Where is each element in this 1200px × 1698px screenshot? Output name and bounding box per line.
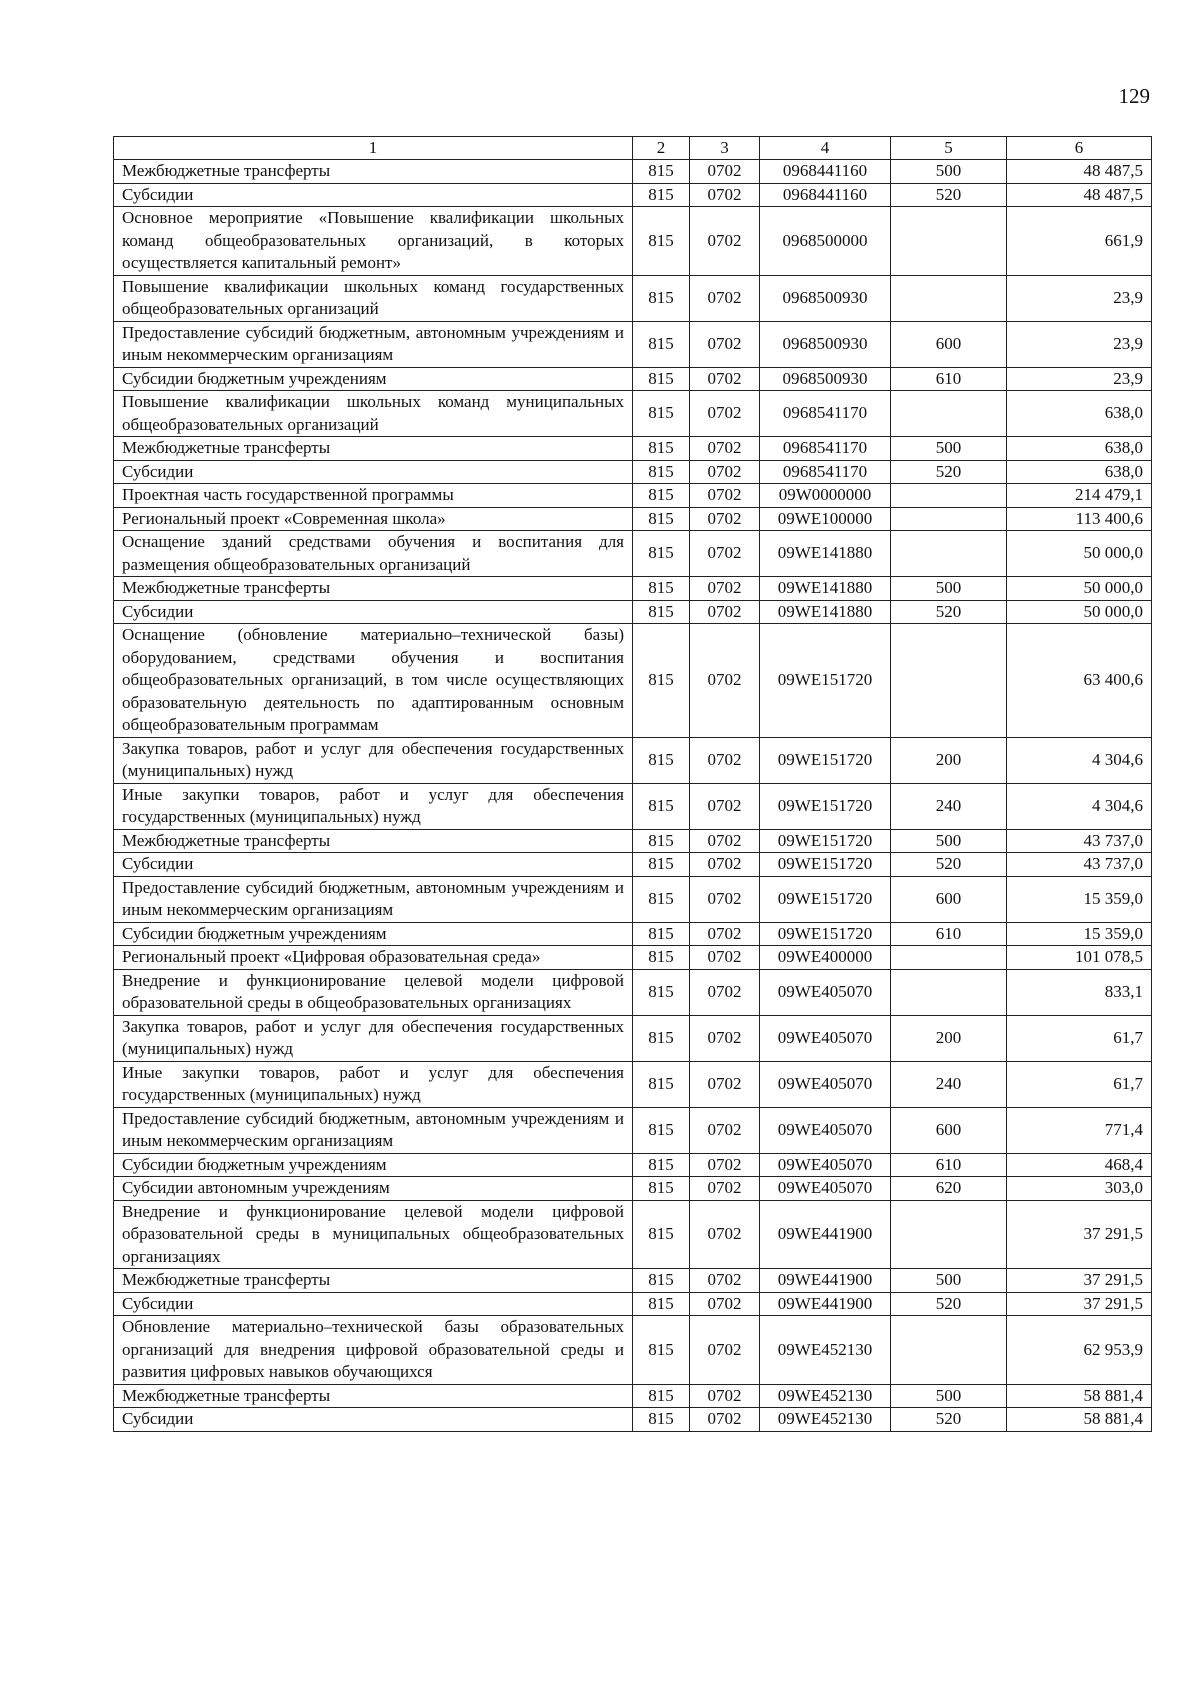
- admin-code-cell: 815: [633, 829, 690, 853]
- section-cell: 0702: [690, 577, 760, 601]
- expense-type-cell: [891, 1200, 1007, 1269]
- description-cell: Предоставление субсидий бюджетным, автономным учреждениям и иным некоммерческим организациям: [114, 876, 633, 922]
- section-cell: 0702: [690, 1015, 760, 1061]
- table-row: [114, 367, 1152, 391]
- amount-cell: 37 291,5: [1007, 1292, 1152, 1316]
- expense-type-cell: 240: [891, 1061, 1007, 1107]
- header-cell: 2: [633, 137, 690, 160]
- amount-cell: 48 487,5: [1007, 160, 1152, 184]
- section-cell: 0702: [690, 1292, 760, 1316]
- target-code-cell: 09WE405070: [760, 1153, 891, 1177]
- admin-code-cell: 815: [633, 783, 690, 829]
- table-row: [114, 1015, 1152, 1061]
- admin-code-cell: 815: [633, 1269, 690, 1293]
- admin-code-cell: 815: [633, 1316, 690, 1385]
- description-cell: Межбюджетные трансферты: [114, 160, 633, 184]
- section-cell: 0702: [690, 600, 760, 624]
- target-code-cell: 09WE400000: [760, 946, 891, 970]
- target-code-cell: 09WE452130: [760, 1408, 891, 1432]
- target-code-cell: 09WE441900: [760, 1292, 891, 1316]
- expense-type-cell: 600: [891, 1107, 1007, 1153]
- table-row: [114, 1153, 1152, 1177]
- amount-cell: 15 359,0: [1007, 876, 1152, 922]
- section-cell: 0702: [690, 1107, 760, 1153]
- amount-cell: 58 881,4: [1007, 1384, 1152, 1408]
- table-row: [114, 484, 1152, 508]
- expense-type-cell: 500: [891, 829, 1007, 853]
- amount-cell: 833,1: [1007, 969, 1152, 1015]
- description-cell: Закупка товаров, работ и услуг для обеспечения государственных (муниципальных) нужд: [114, 1015, 633, 1061]
- description-cell: Проектная часть государственной программы: [114, 484, 633, 508]
- amount-cell: 4 304,6: [1007, 783, 1152, 829]
- section-cell: 0702: [690, 853, 760, 877]
- admin-code-cell: 815: [633, 1153, 690, 1177]
- amount-cell: 303,0: [1007, 1177, 1152, 1201]
- description-cell: Региональный проект «Цифровая образовательная среда»: [114, 946, 633, 970]
- expense-type-cell: 520: [891, 460, 1007, 484]
- table-body: [114, 160, 1152, 1432]
- expense-type-cell: 520: [891, 183, 1007, 207]
- description-cell: Иные закупки товаров, работ и услуг для обеспечения государственных (муниципальных) нужд: [114, 1061, 633, 1107]
- target-code-cell: 09WE441900: [760, 1269, 891, 1293]
- target-code-cell: 09WE141880: [760, 531, 891, 577]
- description-cell: Межбюджетные трансферты: [114, 829, 633, 853]
- target-code-cell: 0968500930: [760, 275, 891, 321]
- expense-type-cell: [891, 391, 1007, 437]
- header-cell: 4: [760, 137, 891, 160]
- expense-type-cell: 500: [891, 1384, 1007, 1408]
- admin-code-cell: 815: [633, 531, 690, 577]
- section-cell: 0702: [690, 207, 760, 276]
- admin-code-cell: 815: [633, 207, 690, 276]
- table-row: [114, 1177, 1152, 1201]
- description-cell: Межбюджетные трансферты: [114, 1269, 633, 1293]
- admin-code-cell: 815: [633, 577, 690, 601]
- table-row: [114, 160, 1152, 184]
- amount-cell: 37 291,5: [1007, 1200, 1152, 1269]
- description-cell: Повышение квалификации школьных команд муниципальных общеобразовательных организаций: [114, 391, 633, 437]
- target-code-cell: 0968500000: [760, 207, 891, 276]
- table-row: [114, 1316, 1152, 1385]
- amount-cell: 43 737,0: [1007, 853, 1152, 877]
- table-row: [114, 1269, 1152, 1293]
- description-cell: Межбюджетные трансферты: [114, 1384, 633, 1408]
- target-code-cell: 09WE151720: [760, 853, 891, 877]
- admin-code-cell: 815: [633, 1408, 690, 1432]
- section-cell: 0702: [690, 922, 760, 946]
- admin-code-cell: 815: [633, 1384, 690, 1408]
- amount-cell: 638,0: [1007, 391, 1152, 437]
- expense-type-cell: [891, 507, 1007, 531]
- description-cell: Региональный проект «Современная школа»: [114, 507, 633, 531]
- target-code-cell: 0968500930: [760, 321, 891, 367]
- section-cell: 0702: [690, 829, 760, 853]
- description-cell: Межбюджетные трансферты: [114, 437, 633, 461]
- table-row: [114, 183, 1152, 207]
- table-row: [114, 391, 1152, 437]
- target-code-cell: 0968441160: [760, 183, 891, 207]
- admin-code-cell: 815: [633, 600, 690, 624]
- expense-type-cell: [891, 484, 1007, 508]
- target-code-cell: 09WE405070: [760, 1177, 891, 1201]
- expense-type-cell: 520: [891, 1292, 1007, 1316]
- amount-cell: 23,9: [1007, 321, 1152, 367]
- table-row: [114, 1384, 1152, 1408]
- description-cell: Субсидии бюджетным учреждениям: [114, 1153, 633, 1177]
- target-code-cell: 09WE151720: [760, 783, 891, 829]
- expense-type-cell: [891, 624, 1007, 738]
- target-code-cell: 0968541170: [760, 437, 891, 461]
- table-row: [114, 853, 1152, 877]
- section-cell: 0702: [690, 391, 760, 437]
- admin-code-cell: 815: [633, 1107, 690, 1153]
- admin-code-cell: 815: [633, 183, 690, 207]
- amount-cell: 4 304,6: [1007, 737, 1152, 783]
- description-cell: Субсидии автономным учреждениям: [114, 1177, 633, 1201]
- section-cell: 0702: [690, 1200, 760, 1269]
- description-cell: Субсидии: [114, 853, 633, 877]
- description-cell: Субсидии бюджетным учреждениям: [114, 922, 633, 946]
- description-cell: Межбюджетные трансферты: [114, 577, 633, 601]
- header-row: [114, 137, 1152, 160]
- description-cell: Субсидии: [114, 600, 633, 624]
- admin-code-cell: 815: [633, 624, 690, 738]
- amount-cell: 50 000,0: [1007, 531, 1152, 577]
- description-cell: Субсидии: [114, 183, 633, 207]
- section-cell: 0702: [690, 507, 760, 531]
- description-cell: Предоставление субсидий бюджетным, автономным учреждениям и иным некоммерческим организациям: [114, 1107, 633, 1153]
- section-cell: 0702: [690, 437, 760, 461]
- section-cell: 0702: [690, 321, 760, 367]
- section-cell: 0702: [690, 183, 760, 207]
- description-cell: Обновление материально–технической базы образовательных организаций для внедрения цифровой образовательной среды и развития цифровых навыков обучающихся: [114, 1316, 633, 1385]
- description-cell: Субсидии: [114, 460, 633, 484]
- admin-code-cell: 815: [633, 1200, 690, 1269]
- section-cell: 0702: [690, 737, 760, 783]
- admin-code-cell: 815: [633, 391, 690, 437]
- description-cell: Оснащение (обновление материально–технической базы) оборудованием, средствами обучения и воспитания общеобразовательных организаций, в том числе осуществляющих образовательную деятельность по адаптированным основным общеобразовательным программам: [114, 624, 633, 738]
- amount-cell: 638,0: [1007, 437, 1152, 461]
- description-cell: Предоставление субсидий бюджетным, автономным учреждениям и иным некоммерческим организациям: [114, 321, 633, 367]
- section-cell: 0702: [690, 275, 760, 321]
- admin-code-cell: 815: [633, 460, 690, 484]
- table-row: [114, 1292, 1152, 1316]
- target-code-cell: 0968500930: [760, 367, 891, 391]
- amount-cell: 48 487,5: [1007, 183, 1152, 207]
- amount-cell: 468,4: [1007, 1153, 1152, 1177]
- table-row: [114, 207, 1152, 276]
- section-cell: 0702: [690, 624, 760, 738]
- target-code-cell: 09WE452130: [760, 1316, 891, 1385]
- admin-code-cell: 815: [633, 367, 690, 391]
- table-row: [114, 829, 1152, 853]
- expense-type-cell: [891, 946, 1007, 970]
- expense-type-cell: [891, 207, 1007, 276]
- expense-type-cell: 620: [891, 1177, 1007, 1201]
- section-cell: 0702: [690, 1316, 760, 1385]
- section-cell: 0702: [690, 1061, 760, 1107]
- table-row: [114, 531, 1152, 577]
- table-row: [114, 969, 1152, 1015]
- expense-type-cell: [891, 531, 1007, 577]
- section-cell: 0702: [690, 1153, 760, 1177]
- table-row: [114, 624, 1152, 738]
- amount-cell: 113 400,6: [1007, 507, 1152, 531]
- amount-cell: 23,9: [1007, 275, 1152, 321]
- description-cell: Оснащение зданий средствами обучения и воспитания для размещения общеобразовательных организаций: [114, 531, 633, 577]
- description-cell: Иные закупки товаров, работ и услуг для обеспечения государственных (муниципальных) нужд: [114, 783, 633, 829]
- target-code-cell: 09WE405070: [760, 1107, 891, 1153]
- table-row: [114, 922, 1152, 946]
- admin-code-cell: 815: [633, 969, 690, 1015]
- expense-type-cell: 500: [891, 1269, 1007, 1293]
- expense-type-cell: 520: [891, 600, 1007, 624]
- section-cell: 0702: [690, 946, 760, 970]
- section-cell: 0702: [690, 460, 760, 484]
- section-cell: 0702: [690, 1408, 760, 1432]
- admin-code-cell: 815: [633, 1292, 690, 1316]
- expense-type-cell: 610: [891, 922, 1007, 946]
- expense-type-cell: 610: [891, 367, 1007, 391]
- target-code-cell: 0968541170: [760, 391, 891, 437]
- target-code-cell: 09WE141880: [760, 577, 891, 601]
- section-cell: 0702: [690, 1177, 760, 1201]
- amount-cell: 50 000,0: [1007, 577, 1152, 601]
- expense-type-cell: 600: [891, 321, 1007, 367]
- expense-type-cell: 240: [891, 783, 1007, 829]
- header-cell: 5: [891, 137, 1007, 160]
- admin-code-cell: 815: [633, 507, 690, 531]
- target-code-cell: 09WE151720: [760, 876, 891, 922]
- admin-code-cell: 815: [633, 946, 690, 970]
- amount-cell: 50 000,0: [1007, 600, 1152, 624]
- admin-code-cell: 815: [633, 853, 690, 877]
- table-row: [114, 437, 1152, 461]
- section-cell: 0702: [690, 484, 760, 508]
- admin-code-cell: 815: [633, 275, 690, 321]
- section-cell: 0702: [690, 531, 760, 577]
- amount-cell: 661,9: [1007, 207, 1152, 276]
- amount-cell: 15 359,0: [1007, 922, 1152, 946]
- table-row: [114, 783, 1152, 829]
- target-code-cell: 09WE452130: [760, 1384, 891, 1408]
- target-code-cell: 09WE405070: [760, 1061, 891, 1107]
- table-row: [114, 1107, 1152, 1153]
- expense-type-cell: 610: [891, 1153, 1007, 1177]
- amount-cell: 63 400,6: [1007, 624, 1152, 738]
- budget-table: [113, 136, 1152, 1432]
- description-cell: Основное мероприятие «Повышение квалификации школьных команд общеобразовательных организаций, в которых осуществляется капитальный ремонт»: [114, 207, 633, 276]
- amount-cell: 61,7: [1007, 1061, 1152, 1107]
- amount-cell: 37 291,5: [1007, 1269, 1152, 1293]
- table-row: [114, 600, 1152, 624]
- amount-cell: 58 881,4: [1007, 1408, 1152, 1432]
- admin-code-cell: 815: [633, 737, 690, 783]
- expense-type-cell: 500: [891, 437, 1007, 461]
- description-cell: Субсидии: [114, 1408, 633, 1432]
- expense-type-cell: [891, 1316, 1007, 1385]
- amount-cell: 62 953,9: [1007, 1316, 1152, 1385]
- description-cell: Субсидии: [114, 1292, 633, 1316]
- page-number: 129: [1118, 84, 1150, 108]
- description-cell: Внедрение и функционирование целевой модели цифровой образовательной среды в муниципальных общеобразовательных организациях: [114, 1200, 633, 1269]
- amount-cell: 43 737,0: [1007, 829, 1152, 853]
- amount-cell: 214 479,1: [1007, 484, 1152, 508]
- target-code-cell: 0968441160: [760, 160, 891, 184]
- target-code-cell: 09WE405070: [760, 969, 891, 1015]
- amount-cell: 101 078,5: [1007, 946, 1152, 970]
- header-cell: 3: [690, 137, 760, 160]
- section-cell: 0702: [690, 1269, 760, 1293]
- table-row: [114, 460, 1152, 484]
- table-row: [114, 275, 1152, 321]
- table-row: [114, 1061, 1152, 1107]
- amount-cell: 23,9: [1007, 367, 1152, 391]
- section-cell: 0702: [690, 1384, 760, 1408]
- amount-cell: 638,0: [1007, 460, 1152, 484]
- description-cell: Закупка товаров, работ и услуг для обеспечения государственных (муниципальных) нужд: [114, 737, 633, 783]
- amount-cell: 771,4: [1007, 1107, 1152, 1153]
- target-code-cell: 09W0000000: [760, 484, 891, 508]
- section-cell: 0702: [690, 783, 760, 829]
- admin-code-cell: 815: [633, 1015, 690, 1061]
- section-cell: 0702: [690, 160, 760, 184]
- admin-code-cell: 815: [633, 484, 690, 508]
- admin-code-cell: 815: [633, 1061, 690, 1107]
- target-code-cell: 09WE151720: [760, 624, 891, 738]
- section-cell: 0702: [690, 969, 760, 1015]
- expense-type-cell: 200: [891, 1015, 1007, 1061]
- admin-code-cell: 815: [633, 876, 690, 922]
- expense-type-cell: 500: [891, 577, 1007, 601]
- description-cell: Внедрение и функционирование целевой модели цифровой образовательной среды в общеобразовательных организациях: [114, 969, 633, 1015]
- section-cell: 0702: [690, 367, 760, 391]
- table-row: [114, 507, 1152, 531]
- admin-code-cell: 815: [633, 160, 690, 184]
- target-code-cell: 09WE405070: [760, 1015, 891, 1061]
- expense-type-cell: [891, 969, 1007, 1015]
- target-code-cell: 09WE151720: [760, 737, 891, 783]
- admin-code-cell: 815: [633, 1177, 690, 1201]
- header-cell: 1: [114, 137, 633, 160]
- target-code-cell: 09WE151720: [760, 922, 891, 946]
- admin-code-cell: 815: [633, 321, 690, 367]
- table-row: [114, 946, 1152, 970]
- description-cell: Субсидии бюджетным учреждениям: [114, 367, 633, 391]
- expense-type-cell: 520: [891, 1408, 1007, 1432]
- admin-code-cell: 815: [633, 922, 690, 946]
- table-row: [114, 1408, 1152, 1432]
- admin-code-cell: 815: [633, 437, 690, 461]
- expense-type-cell: 200: [891, 737, 1007, 783]
- target-code-cell: 0968541170: [760, 460, 891, 484]
- target-code-cell: 09WE100000: [760, 507, 891, 531]
- table-row: [114, 876, 1152, 922]
- description-cell: Повышение квалификации школьных команд государственных общеобразовательных организаций: [114, 275, 633, 321]
- table-row: [114, 737, 1152, 783]
- target-code-cell: 09WE141880: [760, 600, 891, 624]
- table-row: [114, 321, 1152, 367]
- section-cell: 0702: [690, 876, 760, 922]
- table-row: [114, 1200, 1152, 1269]
- expense-type-cell: 600: [891, 876, 1007, 922]
- header-cell: 6: [1007, 137, 1152, 160]
- expense-type-cell: 500: [891, 160, 1007, 184]
- target-code-cell: 09WE151720: [760, 829, 891, 853]
- amount-cell: 61,7: [1007, 1015, 1152, 1061]
- target-code-cell: 09WE441900: [760, 1200, 891, 1269]
- expense-type-cell: 520: [891, 853, 1007, 877]
- table-row: [114, 577, 1152, 601]
- expense-type-cell: [891, 275, 1007, 321]
